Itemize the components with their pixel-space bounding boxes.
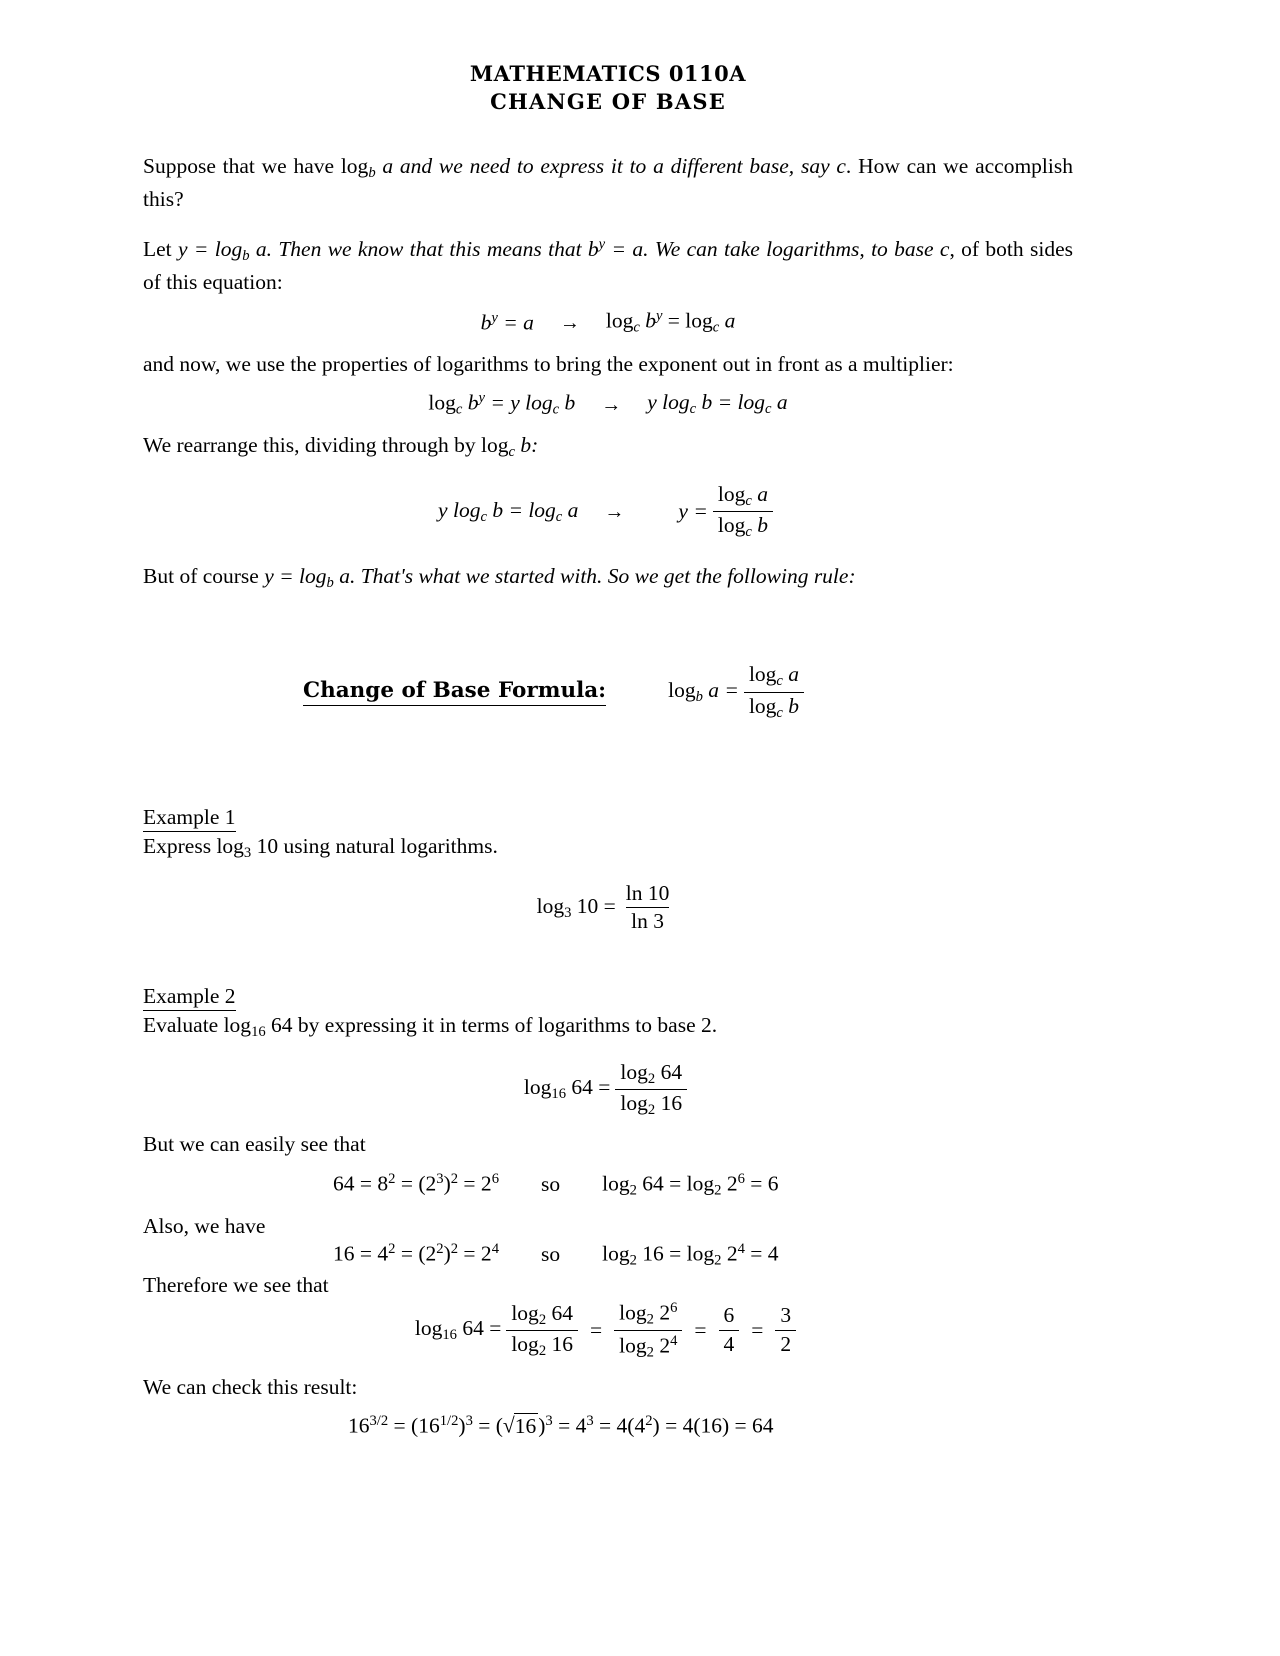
text-superscript: 3: [545, 1413, 553, 1430]
text-fragment: a: [771, 390, 788, 415]
radical-icon: √: [502, 1413, 515, 1438]
text-fragment: c: [939, 237, 950, 262]
paragraph-see-that: But we can easily see that: [143, 1132, 366, 1157]
page-title: [143, 60, 1073, 117]
text-fragment: = log: [662, 309, 713, 333]
text-fragment: ln 10: [625, 880, 670, 905]
text-subscript: 2: [647, 1071, 656, 1088]
text-fragment: 3: [780, 1303, 792, 1328]
text-subscript: c: [633, 320, 640, 337]
text-fragment: b: [480, 310, 492, 335]
text-fragment: log: [717, 513, 746, 538]
text-fragment: = a. We can take logarithms, to base: [605, 237, 940, 262]
paragraph-check: We can check this result:: [143, 1374, 358, 1399]
text-fragment: ): [443, 1241, 451, 1266]
paragraph-rearrange: [143, 430, 1073, 463]
text-superscript: 3/2: [369, 1413, 389, 1430]
text-superscript: y: [478, 390, 485, 407]
text-subscript: 16: [551, 1086, 567, 1103]
text-fragment: = 6: [744, 1171, 779, 1196]
text-fragment: b: [559, 390, 576, 415]
text-fragment: = (2: [395, 1241, 437, 1266]
text-fragment: log: [717, 482, 746, 507]
text-subscript: b: [368, 164, 376, 181]
formula-label: Change of Base Formula:: [303, 678, 606, 706]
text-subscript: c: [555, 508, 563, 525]
text-fragment: = 4: [552, 1413, 587, 1438]
text-so: so: [541, 1171, 561, 1196]
text-fragment: log: [414, 1316, 443, 1341]
text-subscript: 3: [243, 844, 252, 861]
text-subscript: 2: [629, 1252, 637, 1269]
text-fragment: b: [587, 237, 599, 262]
example-2-line-16: [143, 1241, 1073, 1270]
text-fragment: 10 using natural logarithms.: [251, 833, 498, 858]
text-superscript: 3: [465, 1413, 473, 1430]
text-fragment: a: [562, 497, 579, 522]
fraction: [719, 1304, 740, 1356]
paragraph-properties: and now, we use the properties of logarithms to bring the exponent out in front as a multiplier:: [143, 351, 954, 376]
text-fragment: b: [782, 693, 800, 718]
text-subscript: b: [242, 248, 250, 265]
text-fragment: 2: [653, 1333, 671, 1358]
text-fragment: a. That's what we started with. So we get the following rule:: [333, 563, 856, 588]
text-fragment: y log: [438, 497, 481, 522]
equals-sign: =: [694, 1317, 707, 1342]
text-fragment: 16: [655, 1091, 683, 1116]
document-content: [143, 60, 1073, 1439]
text-fragment: Express log: [143, 833, 244, 858]
text-superscript: 3: [586, 1413, 594, 1430]
text-subscript: 16: [442, 1327, 457, 1344]
text-superscript: 4: [491, 1241, 499, 1258]
example-1-block: [143, 805, 1073, 934]
text-fragment: 2: [653, 1300, 671, 1325]
text-fragment: 16: [348, 1413, 370, 1438]
text-subscript: c: [480, 508, 487, 525]
text-superscript: 6: [491, 1170, 499, 1187]
text-fragment: 64 =: [456, 1316, 502, 1341]
text-superscript: 2: [645, 1413, 653, 1430]
text-subscript: c: [508, 444, 515, 461]
text-fragment: log: [511, 1332, 539, 1357]
text-fragment: log: [748, 693, 777, 718]
equation-1: [143, 308, 1073, 337]
text-superscript: 6: [737, 1170, 745, 1187]
text-fragment: 64 by expressing it in terms of logarithms to base 2.: [265, 1013, 718, 1038]
text-fragment: log: [602, 1171, 630, 1196]
text-subscript: 3: [564, 904, 572, 921]
paragraph-derivation-setup: [143, 234, 1073, 297]
text-fragment: ): [538, 1413, 546, 1438]
change-of-base-formula: [143, 663, 1073, 720]
fraction: [744, 663, 804, 720]
paragraph-intro: [143, 151, 1073, 214]
text-fragment: 16 = 4: [333, 1241, 389, 1266]
text-fragment: . How can we accomplish this?: [143, 153, 1073, 211]
text-fragment: y = log: [264, 563, 327, 588]
text-subscript: c: [712, 320, 720, 337]
text-subscript: c: [776, 704, 783, 721]
text-subscript: b: [326, 574, 334, 591]
fraction: [775, 1304, 796, 1356]
text-fragment: = 4(4: [593, 1413, 646, 1438]
text-fragment: = 2: [458, 1171, 492, 1196]
text-subscript: 2: [646, 1344, 654, 1361]
text-fragment: 4: [719, 1330, 740, 1357]
text-fragment: 2: [721, 1171, 738, 1196]
text-fragment: = (2: [395, 1171, 437, 1196]
text-fragment: b = log: [696, 390, 765, 415]
text-superscript: 4: [737, 1241, 745, 1258]
text-fragment: Evaluate log: [143, 1013, 252, 1038]
text-fragment: = 2: [458, 1241, 492, 1266]
text-fragment: log: [602, 1241, 630, 1266]
text-subscript: 2: [629, 1182, 637, 1199]
text-fragment: log: [668, 677, 696, 702]
text-subscript: c: [552, 401, 560, 418]
text-fragment: y =: [678, 498, 708, 523]
example-2-line-64: [143, 1171, 1073, 1200]
text-subscript: 2: [538, 1343, 547, 1360]
example-2-equation-1: [143, 1061, 1073, 1118]
text-subscript: 2: [714, 1252, 722, 1269]
paragraph-therefore: Therefore we see that: [143, 1272, 329, 1297]
equation-3: [143, 483, 1073, 540]
example-1-statement: [143, 834, 1073, 862]
text-fragment: = a: [497, 310, 534, 335]
text-superscript: y: [655, 308, 663, 325]
text-fragment: log: [428, 390, 456, 415]
text-superscript: 3: [436, 1170, 444, 1187]
text-fragment: 16: [546, 1332, 573, 1357]
fraction: [621, 882, 675, 934]
text-fragment: 64: [655, 1060, 683, 1085]
text-fragment: b:: [514, 433, 539, 458]
equation-2: [143, 390, 1073, 419]
text-fragment: a: [719, 309, 736, 333]
text-fragment: a =: [702, 677, 739, 702]
text-fragment: log: [511, 1300, 539, 1325]
paragraph-conclusion: [143, 561, 1073, 594]
text-fragment: = y log: [484, 390, 553, 415]
text-fragment: 64 = 8: [333, 1171, 389, 1196]
text-fragment: log: [605, 309, 634, 333]
paragraph-also: Also, we have: [143, 1213, 266, 1238]
text-fragment: b = log: [486, 497, 556, 522]
text-fragment: 10 =: [571, 893, 616, 918]
text-fragment: log: [619, 1300, 647, 1325]
text-fragment: 16 = log: [636, 1241, 715, 1266]
text-fragment: ) = 4(16) = 64: [652, 1413, 774, 1438]
text-fragment: 2: [775, 1330, 796, 1357]
text-fragment: 64 =: [566, 1075, 611, 1100]
example-1-heading: Example 1: [143, 805, 236, 832]
fraction: [615, 1061, 687, 1118]
text-fragment: ): [443, 1171, 451, 1196]
text-superscript: y: [491, 309, 498, 326]
text-fragment: But of course: [143, 563, 265, 588]
text-fragment: a: [751, 482, 768, 507]
text-fragment: , of both sides of this equation:: [143, 237, 1073, 294]
title-line-1: MATHEMATICS 0110A: [469, 61, 747, 86]
text-fragment: log: [620, 1060, 648, 1085]
equals-sign: =: [590, 1317, 603, 1342]
text-so: so: [541, 1241, 561, 1266]
text-fragment: 6: [723, 1303, 735, 1328]
text-fragment: log: [620, 1091, 648, 1116]
example-2-check-equation: [143, 1413, 1073, 1439]
text-fragment: 2: [721, 1241, 738, 1266]
text-subscript: c: [745, 493, 752, 510]
example-2-statement: [143, 1013, 1073, 1041]
text-fragment: b: [462, 390, 479, 415]
text-superscript: 2: [450, 1241, 459, 1258]
example-1-equation: [143, 882, 1073, 934]
text-superscript: 1/2: [439, 1413, 459, 1430]
text-fragment: Let: [143, 237, 178, 262]
text-subscript: 2: [647, 1102, 656, 1119]
text-fragment: b: [751, 513, 768, 538]
text-subscript: 2: [538, 1311, 547, 1328]
text-subscript: 2: [714, 1182, 722, 1199]
text-fragment: b: [639, 309, 656, 333]
text-superscript: 6: [670, 1300, 678, 1317]
text-fragment: log: [619, 1333, 647, 1358]
text-subscript: 16: [251, 1024, 266, 1041]
text-fragment: a and we need to express it to a different base, say: [375, 153, 837, 178]
fraction: [713, 483, 773, 540]
text-fragment: 64: [546, 1300, 573, 1325]
title-line-2: CHANGE OF BASE: [490, 89, 726, 115]
text-superscript: y: [598, 236, 606, 253]
text-fragment: log: [536, 893, 565, 918]
fraction: [614, 1300, 682, 1361]
text-superscript: 4: [670, 1333, 678, 1350]
text-fragment: Suppose that we have log: [143, 153, 369, 178]
text-superscript: 2: [450, 1170, 459, 1187]
text-fragment: = 4: [744, 1241, 779, 1266]
example-2-final-equation: [143, 1300, 1073, 1361]
arrow-icon: →: [559, 312, 580, 335]
arrow-icon: →: [604, 500, 625, 523]
text-fragment: c: [836, 153, 846, 178]
text-fragment: a. Then we know that this means that: [249, 237, 588, 262]
text-superscript: 2: [388, 1241, 396, 1258]
text-subscript: c: [764, 401, 772, 418]
example-2-block: [143, 984, 1073, 1439]
text-fragment: 16: [514, 1413, 537, 1438]
text-fragment: = (16: [388, 1413, 440, 1438]
fraction: [506, 1302, 578, 1359]
text-subscript: c: [455, 401, 463, 418]
text-fragment: a: [782, 662, 800, 687]
text-subscript: c: [776, 673, 783, 690]
text-fragment: 64 = log: [636, 1171, 715, 1196]
equals-sign: =: [751, 1317, 764, 1342]
text-superscript: 2: [388, 1170, 396, 1187]
text-superscript: 2: [436, 1241, 444, 1258]
text-subscript: c: [745, 524, 752, 541]
text-subscript: b: [695, 688, 703, 705]
text-fragment: y = log: [178, 237, 243, 262]
text-subscript: c: [689, 401, 697, 418]
text-fragment: log: [523, 1075, 552, 1100]
text-fragment: ln 3: [626, 907, 669, 934]
text-subscript: 2: [646, 1311, 654, 1328]
text-fragment: = (: [472, 1413, 503, 1438]
arrow-icon: →: [601, 393, 622, 416]
text-fragment: y log: [647, 390, 690, 415]
example-2-heading: Example 2: [143, 984, 236, 1011]
text-fragment: We rearrange this, dividing through by log: [143, 433, 509, 458]
text-fragment: ): [458, 1413, 466, 1438]
text-fragment: log: [748, 662, 777, 687]
